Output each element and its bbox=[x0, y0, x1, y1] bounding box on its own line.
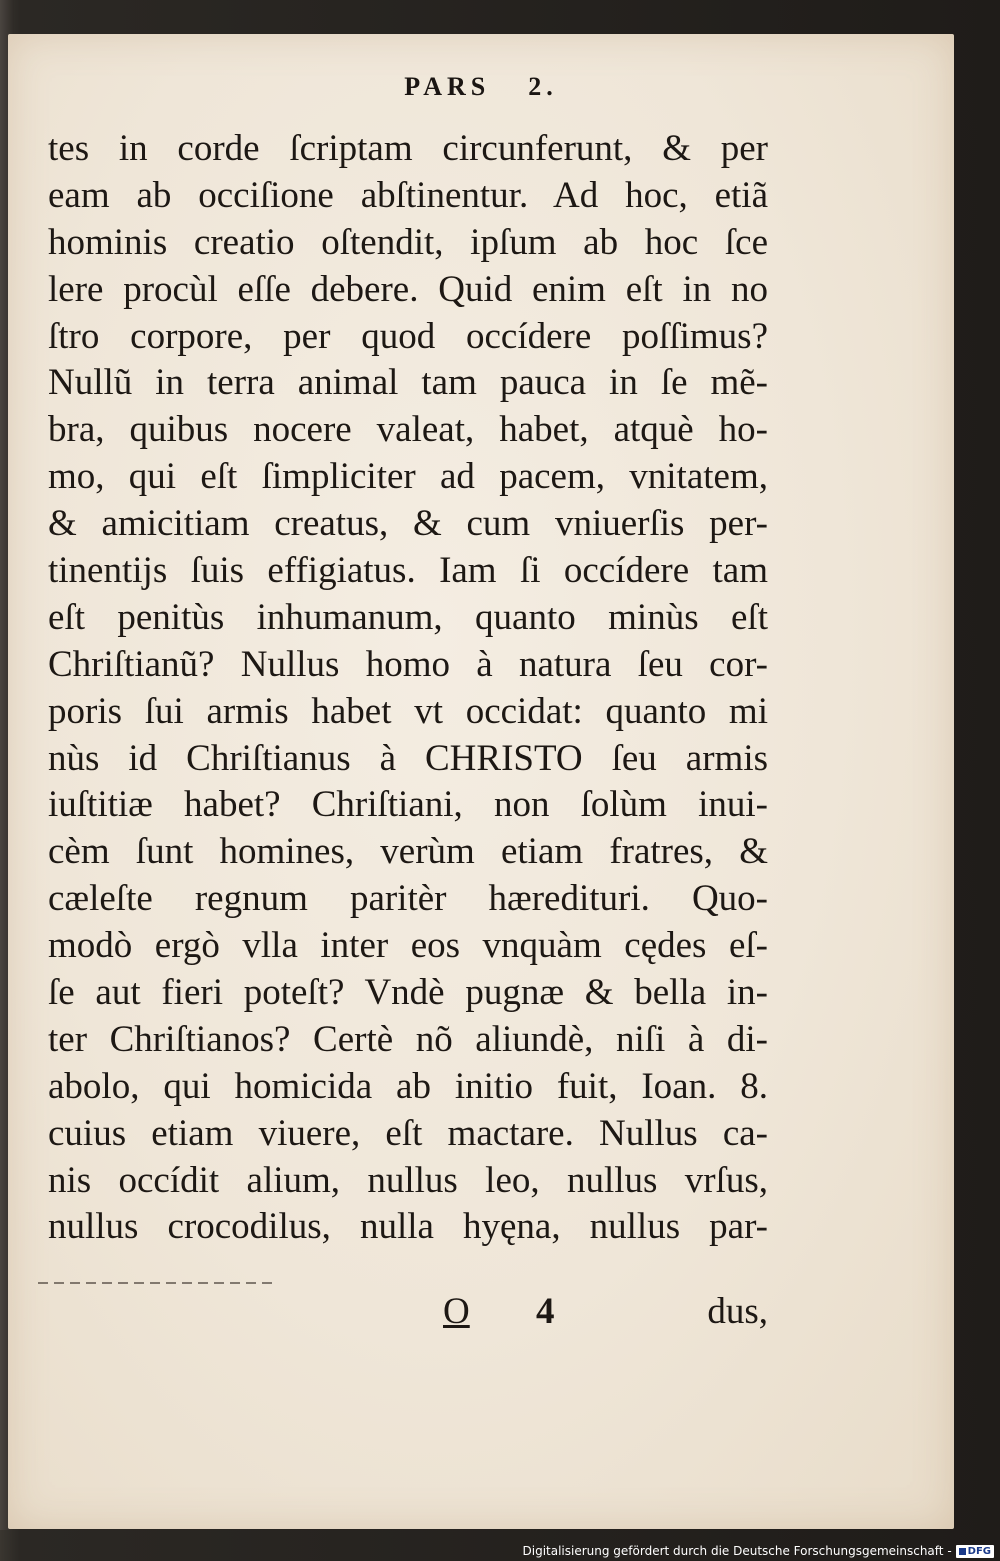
dfg-logo bbox=[956, 1545, 994, 1558]
text-line: nullus crocodilus, nulla hyęna, nullus par- bbox=[48, 1206, 768, 1248]
text-line: cèm ſunt homines, verùm etiam fratres, & bbox=[48, 831, 768, 873]
text-line: lere procùl eſſe debere. Quid enim eſt in no bbox=[48, 268, 768, 310]
text-line: eſt penitùs inhumanum, quanto minùs eſt bbox=[48, 596, 768, 638]
text-line: iuſtitiæ habet? Chriſtiani, non ſolùm inui- bbox=[48, 784, 768, 826]
decorative-rule bbox=[38, 1282, 278, 1284]
digitization-banner bbox=[523, 1544, 995, 1558]
banner-text: Digitalisierung gefördert durch die Deutsche Forschungsgemeinschaft - bbox=[522, 1544, 952, 1558]
text-line: tinentijs ſuis effigiatus. Iam ſi occídere tam bbox=[48, 550, 768, 592]
dfg-logo-text: DFG bbox=[967, 1545, 991, 1557]
text-line: bra, quibus nocere valeat, habet, atquè ho- bbox=[48, 409, 768, 451]
text-line: ſtro corpore, per quod occídere poſſimus? bbox=[48, 315, 768, 357]
text-line: ter Chriſtianos? Certè nõ aliundè, niſi à di- bbox=[48, 1018, 768, 1060]
text-line: Chriſtianũ? Nullus homo à natura ſeu cor- bbox=[48, 643, 768, 685]
dfg-square-icon bbox=[959, 1548, 966, 1555]
header-label: PARS bbox=[404, 72, 491, 101]
text-line: poris ſui armis habet vt occidat: quanto mi bbox=[48, 690, 768, 732]
text-line: tes in corde ſcriptam circunferunt, & per bbox=[48, 128, 768, 169]
running-header bbox=[8, 72, 954, 102]
text-line: cuius etiam viuere, eſt mactare. Nullus ca- bbox=[48, 1112, 768, 1154]
text-line: nùs id Chriſtianus à CHRISTO ſeu armis bbox=[48, 737, 768, 779]
book-page bbox=[8, 34, 954, 1529]
signature-mark: O bbox=[443, 1291, 470, 1332]
page-footer bbox=[48, 1286, 768, 1336]
text-line: abolo, qui homicida ab initio fuit, Ioan. 8. bbox=[48, 1065, 768, 1107]
text-line: mo, qui eſt ſimpliciter ad pacem, vnitatem, bbox=[48, 456, 768, 498]
signature-number: 4 bbox=[536, 1291, 555, 1332]
text-line: eam ab occiſione abſtinentur. Ad hoc, etiã bbox=[48, 174, 768, 216]
text-line: nis occídit alium, nullus leo, nullus vrſus, bbox=[48, 1159, 768, 1201]
header-number: 2. bbox=[528, 72, 558, 101]
catchword: dus, bbox=[707, 1291, 768, 1332]
text-line: hominis creatio oſtendit, ipſum ab hoc ſce bbox=[48, 221, 768, 263]
text-line: & amicitiam creatus, & cum vniuerſis per- bbox=[48, 503, 768, 545]
text-line: cæleſte regnum paritèr hæredituri. Quo- bbox=[48, 878, 768, 920]
body-text bbox=[48, 126, 768, 1251]
text-line: modò ergò vlla inter eos vnquàm cędes eſ- bbox=[48, 925, 768, 967]
text-line: Nullũ in terra animal tam pauca in ſe mẽ- bbox=[48, 362, 768, 404]
text-line: ſe aut fieri poteſt? Vndè pugnæ & bella in- bbox=[48, 972, 768, 1014]
